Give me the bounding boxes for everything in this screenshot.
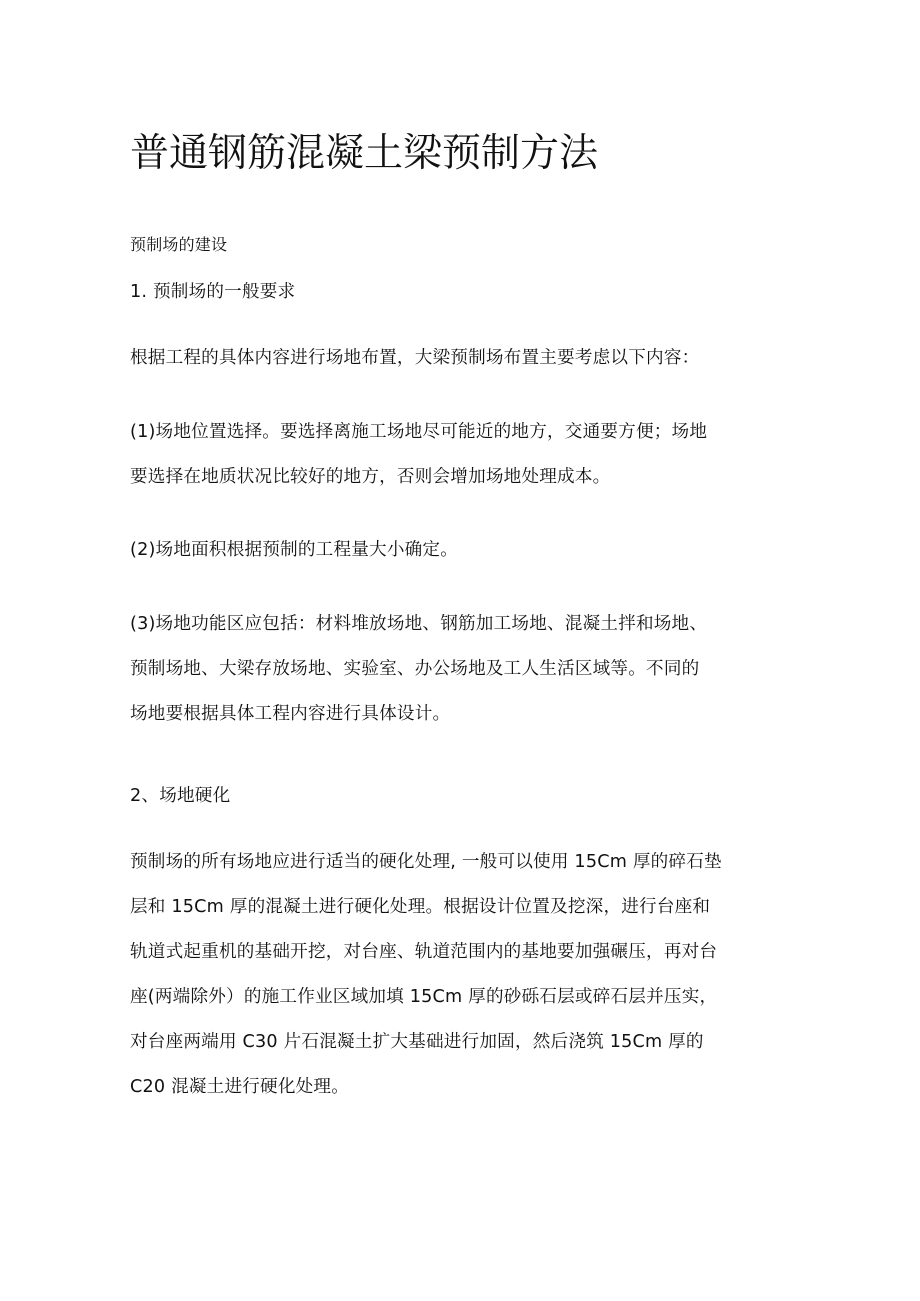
item-3-line-3: 场地要根据具体工程内容进行具体设计。 (130, 704, 451, 724)
hardening-line-6: C20 混凝土进行硬化处理。 (130, 1077, 350, 1097)
hardening-line-2: 层和 15Cm 厚的混凝土进行硬化处理。根据设计位置及挖深，进行台座和 (130, 897, 711, 917)
section-heading: 预制场的建设 (130, 235, 228, 254)
item-3-line-2: 预制场地、大梁存放场地、实验室、办公场地及工人生活区域等。不同的 (130, 659, 700, 679)
subsection-heading-1: 1. 预制场的一般要求 (130, 282, 296, 302)
item-2-paragraph: (2)场地面积根据预制的工程量大小确定。 (130, 540, 459, 560)
item-1-paragraph (130, 410, 800, 500)
item-1-line-1: (1)场地位置选择。要选择离施工场地尽可能近的地方，交通要方便；场地 (130, 422, 708, 442)
hardening-line-4: 座(两端除外）的施工作业区域加填 15Cm 厚的砂砾石层或碎石层并压实， (130, 987, 718, 1007)
hardening-line-1: 预制场的所有场地应进行适当的硬化处理, 一般可以使用 15Cm 厚的碎石垫 (130, 852, 722, 872)
hardening-paragraph (130, 840, 800, 1110)
document-title: 普通钢筋混凝土梁预制方法 (130, 131, 599, 176)
subsection-heading-2: 2、场地硬化 (130, 786, 231, 806)
hardening-line-3: 轨道式起重机的基础开挖，对台座、轨道范围内的基地要加强碾压，再对台 (130, 942, 718, 962)
item-3-paragraph (130, 602, 800, 737)
item-1-line-2: 要选择在地质状况比较好的地方，否则会增加场地处理成本。 (130, 467, 611, 487)
intro-paragraph: 根据工程的具体内容进行场地布置，大梁预制场布置主要考虑以下内容： (130, 348, 700, 368)
item-3-line-1: (3)场地功能区应包括：材料堆放场地、钢筋加工场地、混凝土拌和场地、 (130, 614, 708, 634)
hardening-line-5: 对台座两端用 C30 片石混凝土扩大基础进行加固，然后浇筑 15Cm 厚的 (130, 1032, 704, 1052)
